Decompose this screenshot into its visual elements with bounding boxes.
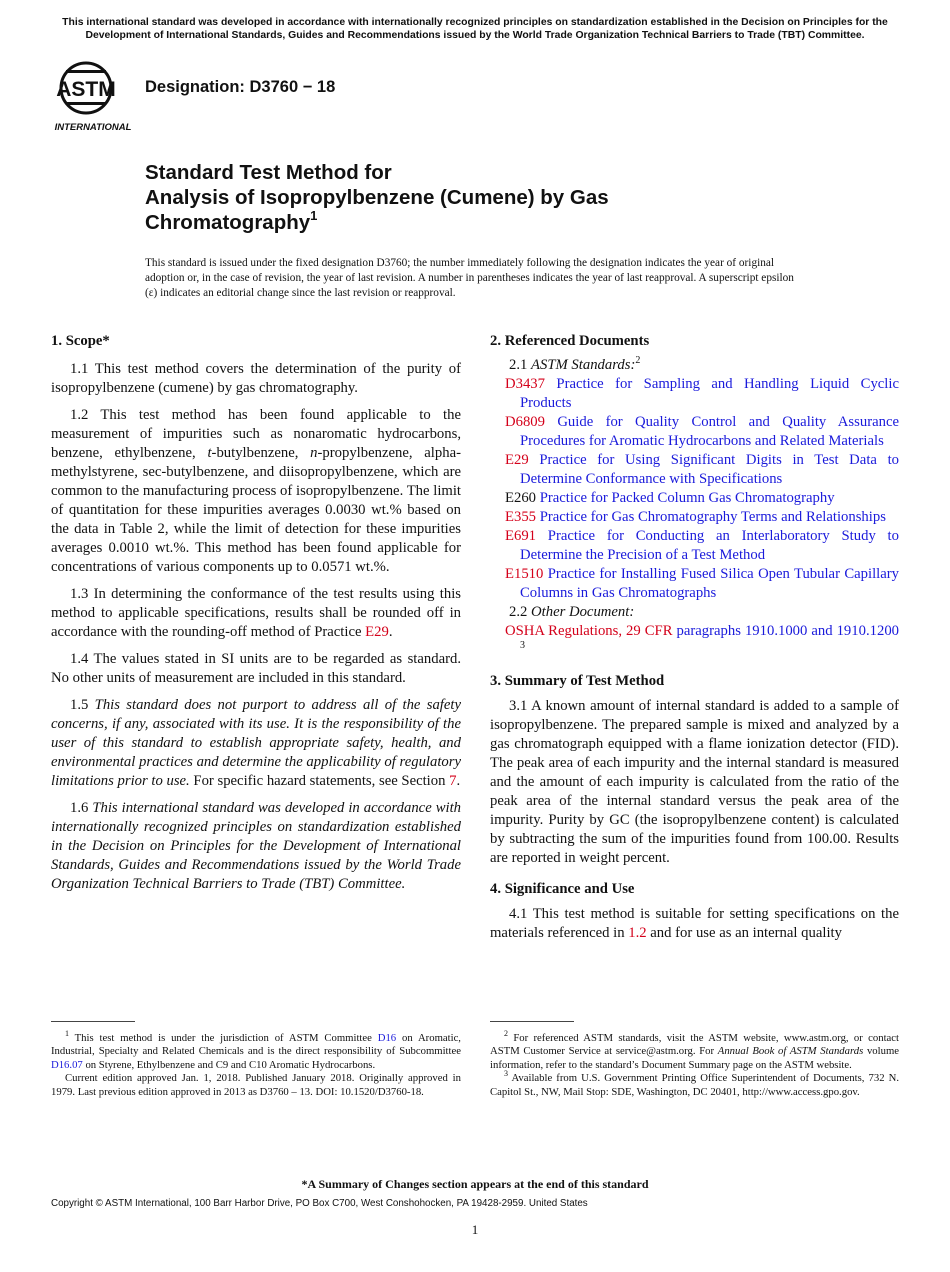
astm-logo-icon	[52, 58, 134, 134]
reference-code[interactable]: E1510	[505, 566, 544, 582]
svg-text:ASTM: ASTM	[56, 78, 116, 101]
reference-item[interactable]	[490, 451, 899, 489]
reference-code[interactable]: D6809	[505, 414, 545, 430]
reference-item[interactable]	[490, 375, 899, 413]
issuance-note: This standard is issued under the fixed designation D3760; the number immediately following the designation indicates the year of original adoption or, in the case of revision, the year of last revision. A number in parentheses indicates the year of last reapproval. A superscript epsilon (ε) indicates an editorial change since the last revision or reapproval.	[145, 257, 794, 300]
footnote-1-edition: Current edition approved Jan. 1, 2018. Published January 2018. Originally approved in 1979. Last previous edition approved in 2013 as D3760 – 13. DOI: 10.1520/D3760-18.	[51, 1072, 461, 1098]
reference-item[interactable]	[490, 527, 899, 565]
reference-title[interactable]: Practice for Gas Chromatography Terms and Relationships	[536, 509, 886, 525]
reference-list	[490, 375, 899, 603]
para-1-5: 1.5 This standard does not purport to address all of the safety concerns, if any, associated with its use. It is the responsibility of the user of this standard to establish appropriate safety, health, and environmental practices and determine the applicability of regulatory limitations prior to use. For specific hazard statements, see Section 7.	[51, 697, 462, 789]
reference-title[interactable]: Guide for Quality Control and Quality Assurance Procedures for Aromatic Hydrocarbons and Related Materials	[520, 414, 899, 449]
subsection-2-1: 2.1 ASTM Standards:$^2$	[509, 355, 641, 373]
reference-title[interactable]: Practice for Sampling and Handling Liquid Cyclic Products	[520, 376, 899, 411]
section-scope-heading: 1. Scope*	[51, 333, 110, 349]
reference-code[interactable]: E691	[505, 528, 537, 544]
reference-code[interactable]: E355	[505, 509, 537, 525]
link-d16[interactable]: D16	[377, 1032, 397, 1044]
footnote-1: $^1$ This test method is under the jurisdiction of ASTM Committee D16 on Aromatic, Industrial, Specialty and Related Chemicals and is the direct responsibility of Subcommittee D16.07 on Styrene, Ethylbenzene and C9 and C10 Aromatic Hydrocarbons.	[51, 1029, 461, 1071]
para-3-1: 3.1 A known amount of internal standard is added to a sample of isopropylbenzene. The prepared sample is mixed and analyzed by a gas chromatograph equipped with a flame ionization detector (FID). The peak area of each impurity and the internal standard is measured and the amount of each impurity is calculated from the ratio of the peak area of the internal standard versus the peak area of the impurity. Purity by GC (the isopropylbenzene content) is calculated by subtracting the sum of the impurities found from 100.00. Results are reported in weight percent.	[490, 698, 899, 866]
footnote-rule-right	[490, 1021, 574, 1022]
footnote-2: $^2$ For referenced ASTM standards, visit the ASTM website, www.astm.org, or contact ASTM Customer Service at service@astm.org. For Annual Book of ASTM Standards volume information, refer to the standard’s Document Summary page on the ASTM website.	[490, 1029, 900, 1071]
logo-org: INTERNATIONAL	[54, 122, 132, 133]
para-1-4: 1.4 The values stated in SI units are to be regarded as standard. No other units of measurement are included in this standard.	[51, 651, 461, 686]
link-section-7[interactable]: 7	[449, 773, 457, 789]
page-number: 1	[471, 1222, 479, 1237]
para-1-3: 1.3 In determining the conformance of the test results using this method to applicable specifications, results shall be rounded off in accordance with the rounding-off method of Practice E29.	[51, 586, 461, 640]
reference-title[interactable]: Practice for Conducting an Interlaboratory Study to Determine the Precision of a Test Method	[520, 528, 899, 563]
link-1-2[interactable]: 1.2	[628, 925, 647, 941]
para-1-1: 1.1 This test method covers the determination of the purity of isopropylbenzene (cumene) by gas chromatography.	[51, 361, 461, 396]
reference-code[interactable]: E260	[505, 490, 537, 506]
link-d16-07[interactable]: D16.07	[51, 1058, 83, 1071]
trade-notice: This international standard was developed in accordance with internationally recognized principles on standardization established in the Decision on Principles for the Development of International Standards, Guides and Recommendations issued by the World Trade Organization Technical Barriers to Trade (TBT) Committee.	[62, 17, 888, 41]
footnotes-right	[490, 1029, 900, 1099]
reference-code[interactable]: D3437	[505, 376, 545, 392]
reference-title[interactable]: Practice for Installing Fused Silica Open Tubular Capillary Columns in Gas Chromatographs	[520, 566, 899, 601]
para-1-6: 1.6 This international standard was developed in accordance with internationally recognized principles on standardization established in the Decision on Principles for the Development of International Standards, Guides and Recommendations issued by the World Trade Organization Technical Barriers to Trade (TBT) Committee.	[51, 800, 461, 892]
para-1-2: 1.2 This test method has been found applicable to the measurement of impurities such as nonaromatic hydrocarbons, benzene, ethylbenzene, t-butylbenzene, n-propylbenzene, alpha-methylstyrene, sec-butylbenzene, and diisopropylbenzene, which are common to the manufacturing process of isopropylbenzene. The limit of quantitation for these impurities averages 0.0030 wt.% based on the data in Table 2, while the limit of detection for these impurities averages 0.0010 wt.%. This method has been found applicable for concentrations of various components up to 0.0571 wt.%.	[51, 407, 461, 575]
footnotes-left	[51, 1029, 461, 1099]
page-title: Standard Test Method for Analysis of Isopropylbenzene (Cumene) by Gas Chromatography$^1$	[145, 161, 609, 234]
para-4-1: 4.1 This test method is suitable for setting specifications on the materials referenced in 1.2 and for use as an internal quality	[490, 906, 899, 941]
reference-item[interactable]	[490, 413, 899, 451]
right-column	[490, 332, 899, 951]
reference-item[interactable]	[490, 508, 899, 527]
reference-item[interactable]	[490, 565, 899, 603]
copyright: Copyright © ASTM International, 100 Barr Harbor Drive, PO Box C700, West Conshohocken, PA 19428-2959. United States	[51, 1198, 588, 1209]
reference-code[interactable]: E29	[505, 452, 529, 468]
designation: Designation: D3760 − 18	[145, 78, 336, 96]
left-column	[51, 332, 461, 902]
reference-item[interactable]	[490, 489, 899, 508]
section-significance-heading: 4. Significance and Use	[490, 881, 635, 897]
link-e29[interactable]: E29	[365, 624, 389, 640]
reference-title[interactable]: Practice for Packed Column Gas Chromatography	[536, 490, 835, 506]
section-refdocs-heading: 2. Referenced Documents	[490, 333, 650, 349]
summary-of-changes-note: *A Summary of Changes section appears at the end of this standard	[301, 1177, 649, 1191]
footnote-3: $^3$ Available from U.S. Government Printing Office Superintendent of Documents, 732 N. Capitol St., NW, Mail Stop: SDE, Washington, DC 20401, http://www.access.gpo.gov.	[490, 1069, 899, 1098]
reference-title[interactable]: Practice for Using Significant Digits in Test Data to Determine Conformance with Specifications	[520, 452, 899, 487]
footnote-rule-left	[51, 1021, 135, 1022]
subsection-2-2: 2.2 Other Document:	[509, 604, 635, 620]
section-summary-heading: 3. Summary of Test Method	[490, 673, 665, 689]
reference-osha[interactable]: OSHA Regulations, 29 CFR paragraphs 1910.1000 and 1910.1200 $^3$	[505, 623, 900, 651]
